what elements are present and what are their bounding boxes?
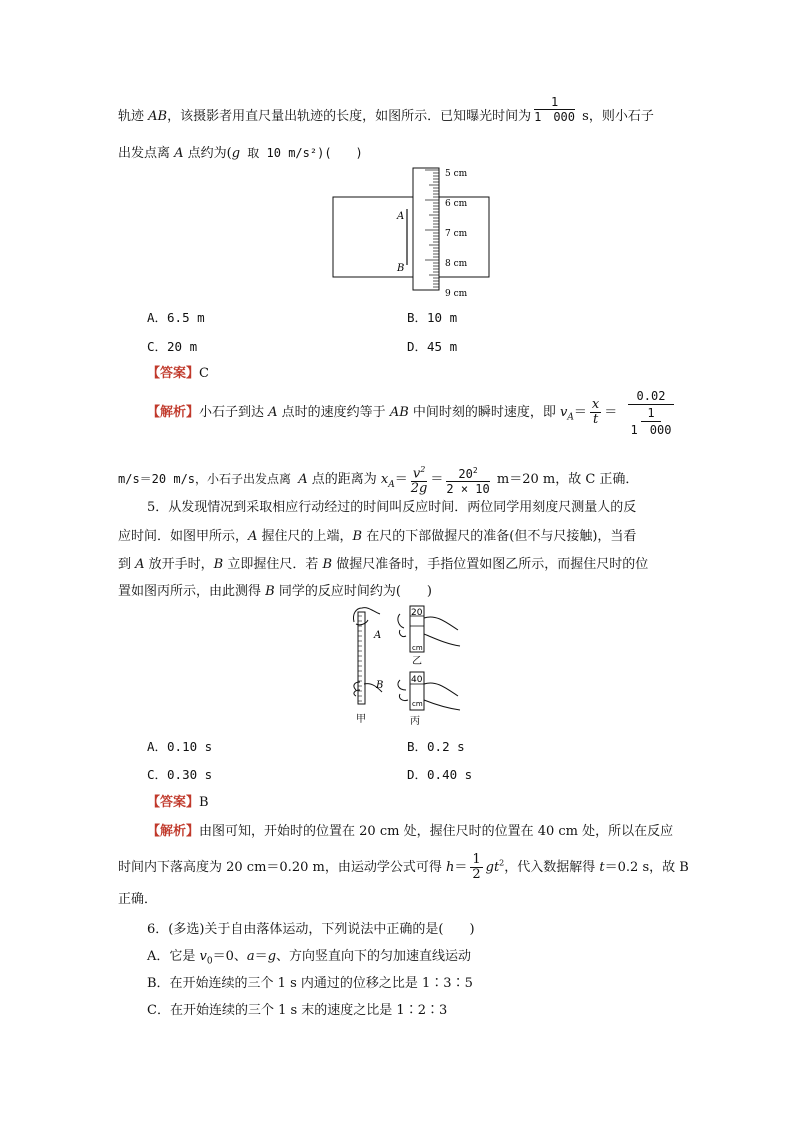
text: g — [267, 949, 277, 964]
text: ＝ — [573, 405, 587, 420]
text: ＝ — [604, 405, 618, 420]
hand-a-icon — [353, 608, 380, 622]
text: 点约为( — [183, 146, 232, 161]
tick-label-9cm: 9 cm — [445, 289, 468, 299]
q5-line-2 — [118, 525, 636, 544]
text: A．它是 — [147, 949, 200, 964]
text: 立即握住尺．若 — [223, 557, 323, 572]
q5-analysis-line-1 — [147, 820, 673, 839]
q6-option-c[interactable]: C．在开始连续的三个 1 s 末的速度之比是 1∶2∶3 — [147, 1003, 448, 1018]
frac-den: 2g — [410, 481, 428, 497]
q5-analysis-line-3: 正确． — [118, 892, 158, 907]
q4-option-b[interactable]: B．10 m — [407, 310, 458, 325]
fraction-velocity — [628, 388, 674, 438]
text: A — [567, 412, 574, 423]
text: 2 — [420, 465, 426, 474]
fraction-exposure — [534, 95, 575, 124]
frac-inner-den: 1 000 — [630, 423, 672, 437]
answer-tag: 【答案】 — [147, 366, 200, 381]
caption-bing: 丙 — [410, 716, 420, 726]
text: t — [599, 860, 605, 875]
analysis-tag: 【解析】 — [147, 824, 200, 839]
text: 在尺的下部做握尺的准备(但不与尺接触)，当看 — [362, 529, 637, 544]
text: g — [231, 146, 241, 161]
text: 点的距离为 — [307, 472, 381, 488]
text: 到 — [118, 557, 136, 572]
label-b: B — [376, 680, 384, 691]
text: a — [246, 949, 255, 964]
text: B — [213, 557, 224, 572]
text: 时间内下落高度为 20 cm＝0.20 m，由运动学公式可得 — [118, 860, 446, 875]
caption-yi: 乙 — [412, 656, 422, 667]
text: 握住尺的上端， — [257, 529, 353, 544]
label-b: B — [397, 263, 405, 274]
q4-option-c[interactable]: C．20 m — [147, 339, 198, 354]
text: s，则小石子 — [578, 109, 654, 124]
fraction-x-t — [590, 398, 601, 427]
answer-value: C — [199, 366, 209, 381]
text: A — [298, 472, 308, 488]
text: m＝20 m，故 C 正确． — [492, 472, 639, 488]
text: ＝ — [454, 860, 468, 875]
q6-option-b[interactable]: B．在开始连续的三个 1 s 内通过的位移之比是 1∶3∶5 — [147, 976, 473, 991]
text: gt — [485, 860, 500, 875]
hand-bing-icon — [398, 680, 458, 701]
text: 放开手时， — [144, 557, 214, 572]
text: ＝ — [394, 472, 408, 488]
text: 2 — [499, 858, 505, 868]
q5-option-a[interactable]: A．0.10 s — [147, 739, 213, 754]
q5-line-3 — [118, 553, 648, 572]
ruler-figure — [330, 165, 510, 300]
q4-option-a[interactable]: A．6.5 m — [147, 310, 205, 325]
text: ＝ — [254, 949, 268, 964]
tick-label-6cm: 6 cm — [445, 199, 468, 209]
text: B — [352, 529, 363, 544]
q5-option-b[interactable]: B．0.2 s — [407, 739, 465, 754]
text: v — [412, 466, 421, 482]
text: 出发点离 — [118, 146, 175, 161]
text: 置如图丙所示，由此测得 — [118, 584, 266, 599]
arm-icon — [424, 700, 460, 710]
text: ，该摄影者用直尺量出轨迹的长度，如图所示．已知曝光时间为 — [167, 109, 532, 124]
text: 由图可知，开始时的位置在 20 cm 处，握住尺时的位置在 40 cm 处，所以在反应 — [199, 824, 674, 839]
fraction-202-210 — [446, 464, 489, 496]
text: ＝0、 — [212, 949, 247, 964]
hand-yi-icon — [398, 614, 458, 637]
q4-analysis-line-2 — [118, 463, 638, 496]
frac-num: x — [591, 397, 600, 412]
analysis-tag: 【解析】 — [147, 405, 200, 420]
text: ＝0.2 s，故 B — [604, 860, 689, 875]
frac-num: 0.02 — [628, 388, 674, 405]
q4-line-1 — [118, 95, 654, 124]
value-20: 20 — [411, 608, 423, 618]
text: 应时间．如图甲所示， — [118, 529, 249, 544]
answer-value: B — [199, 795, 209, 810]
text: 、方向竖直向下的匀加速直线运动 — [276, 949, 472, 964]
frac-inner-num: 1 — [641, 405, 661, 422]
text: 点时的速度约等于 — [277, 405, 390, 420]
tick-label-7cm: 7 cm — [445, 229, 468, 239]
q4-option-d[interactable]: D．45 m — [407, 339, 458, 354]
text: A — [174, 146, 184, 161]
text: A — [135, 557, 145, 572]
q4-line-2 — [118, 142, 363, 161]
q4-analysis-line-1 — [147, 398, 617, 427]
text: A — [268, 405, 278, 420]
text: A — [388, 479, 395, 490]
text: ＝ — [430, 472, 444, 488]
q5-option-d[interactable]: D．0.40 s — [407, 767, 473, 782]
text: v — [199, 949, 207, 964]
text: A — [248, 529, 258, 544]
answer-tag: 【答案】 — [147, 795, 200, 810]
text: v — [560, 405, 568, 420]
q6-option-a[interactable] — [147, 945, 471, 967]
q5-line-4 — [118, 580, 432, 599]
text: 轨迹 — [118, 109, 149, 124]
q4-answer — [147, 362, 209, 381]
text: m/s＝20 m/s，小石子出发点离 — [118, 472, 299, 487]
fraction-v2-2g — [411, 463, 428, 496]
frac-num: 1 — [472, 852, 481, 867]
q5-option-c[interactable]: C．0.30 s — [147, 767, 213, 782]
frac-den: t — [592, 412, 599, 427]
q6-line-1: 6．(多选)关于自由落体运动，下列说法中正确的是( ) — [147, 922, 475, 937]
text: 做握尺准备时，手指位置如图乙所示，而握住尺时的位 — [332, 557, 649, 572]
text: h — [445, 860, 455, 875]
q5-analysis-line-2 — [118, 853, 689, 882]
text: ，代入数据解得 — [504, 860, 600, 875]
frac-num: 1 — [534, 95, 575, 110]
text: 小石子到达 — [199, 405, 269, 420]
text: 2 — [472, 465, 478, 475]
reaction-figure — [350, 604, 465, 726]
q5-line-1: 5．从发现情况到采取相应行动经过的时间叫反应时间．两位同学用刻度尺测量人的反 — [147, 500, 637, 515]
tick-label-8cm: 8 cm — [445, 259, 468, 269]
frac-den: 2 — [472, 867, 481, 882]
text: B — [322, 557, 333, 572]
text: 中间时刻的瞬时速度，即 — [408, 405, 561, 420]
text: 0 — [206, 956, 213, 967]
fraction-half — [470, 853, 482, 882]
value-40: 40 — [411, 675, 423, 685]
text: 20 — [458, 466, 473, 481]
text: AB — [389, 405, 409, 420]
label-a: A — [397, 211, 405, 222]
text: x — [380, 472, 389, 488]
tick-label-5cm: 5 cm — [445, 169, 468, 179]
text: AB — [148, 109, 168, 124]
q5-answer — [147, 791, 209, 810]
label-a: A — [374, 630, 382, 641]
text: 取 10 m/s²)( ) — [240, 146, 363, 160]
unit-cm: cm — [412, 644, 423, 652]
arm-icon — [424, 634, 460, 646]
frac-den: 1 000 — [534, 110, 576, 124]
text: B — [265, 584, 275, 599]
unit-cm: cm — [412, 700, 423, 708]
text: 同学的反应时间约为( ) — [274, 584, 432, 599]
caption-jia: 甲 — [356, 714, 366, 725]
frac-den: 2 × 10 — [446, 481, 490, 496]
